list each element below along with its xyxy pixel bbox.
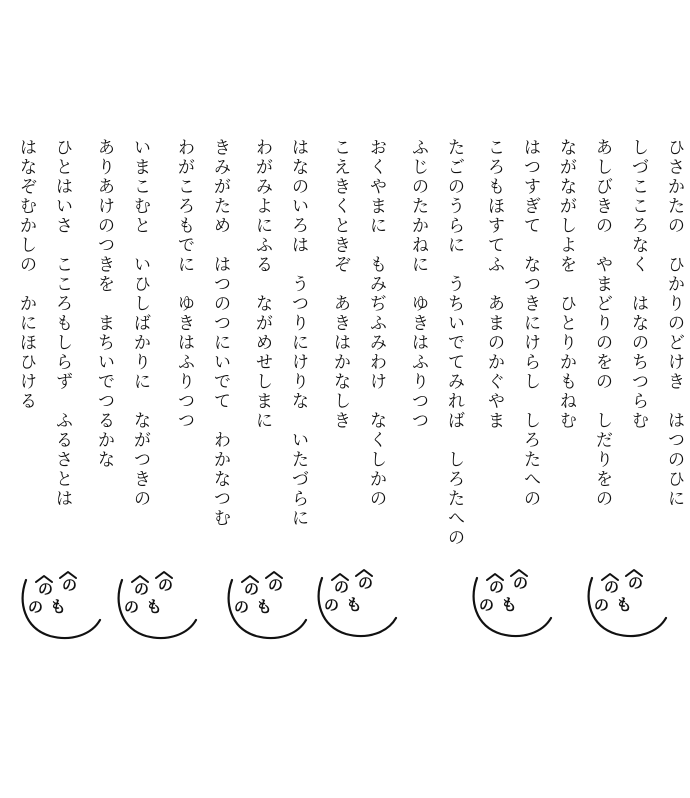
- nonomo-logo: [580, 560, 670, 650]
- smiley-icon: [14, 562, 104, 652]
- nonomo-logo: [14, 562, 104, 652]
- poem-line-15: いまこむと いひしばかりに ながつきの: [131, 138, 151, 509]
- logo-glyph-mouth: も: [501, 595, 518, 614]
- poem-line-13: きみがため はつのつにいでて わかなつむ: [211, 138, 231, 528]
- logo-glyph-cheek: の: [594, 596, 610, 614]
- logo-glyph-cheek: の: [234, 598, 250, 616]
- logo-glyph-mouth: も: [256, 597, 273, 616]
- poem-line-5: はつすぎて なつきにけらし しろたへの: [521, 138, 541, 509]
- logo-glyph-right-eye: の: [513, 574, 529, 592]
- smiley-icon: [580, 560, 670, 650]
- logo-glyph-left-eye: の: [244, 580, 260, 598]
- logo-glyph-mouth: も: [616, 595, 633, 614]
- nonomo-logo: [465, 560, 555, 650]
- logo-glyph-cheek: の: [324, 596, 340, 614]
- logo-glyph-mouth: も: [346, 595, 363, 614]
- smiley-icon: [220, 562, 310, 652]
- smiley-icon: [465, 560, 555, 650]
- logo-glyph-right-eye: の: [628, 574, 644, 592]
- poem-line-3: あしびきの やまどりのをの しだりをの: [593, 138, 613, 509]
- logo-glyph-cheek: の: [479, 596, 495, 614]
- logo-glyph-right-eye: の: [158, 576, 174, 594]
- poem-line-8: ふじのたかねに ゆきはふりつつ: [409, 138, 429, 431]
- logo-glyph-right-eye: の: [268, 576, 284, 594]
- logo-glyph-right-eye: の: [358, 574, 374, 592]
- poem-line-2: しづこころなく はなのちつらむ: [629, 138, 649, 431]
- nonomo-logo: [220, 562, 310, 652]
- logo-glyph-mouth: も: [50, 597, 67, 616]
- logo-glyph-left-eye: の: [134, 580, 150, 598]
- poem-line-9: おくやまに もみぢふみわけ なくしかの: [367, 138, 387, 509]
- poem-line-10: こえきくときぞ あきはかなしき: [331, 138, 351, 431]
- poem-line-17: ひとはいさ こころもしらず ふるさとは: [53, 138, 73, 509]
- logo-glyph-left-eye: の: [489, 578, 505, 596]
- logo-glyph-left-eye: の: [334, 578, 350, 596]
- logo-glyph-left-eye: の: [38, 580, 54, 598]
- logo-glyph-left-eye: の: [604, 578, 620, 596]
- poem-line-7: たごのうらに うちいでてみれば しろたへの: [445, 138, 465, 548]
- poem-line-12: わがみよにふる ながめせしまに: [253, 138, 273, 431]
- poem-line-11: はなのいろは うつりにけりな いたづらに: [289, 138, 309, 528]
- nonomo-logo: [310, 560, 400, 650]
- logo-glyph-cheek: の: [28, 598, 44, 616]
- smiley-icon: [110, 562, 200, 652]
- logo-glyph-cheek: の: [124, 598, 140, 616]
- poem-line-6: ころもほすてふ あまのかぐやま: [485, 138, 505, 431]
- logo-glyph-mouth: も: [146, 597, 163, 616]
- poem-line-16: ありあけのつきを まちいでつるかな: [95, 138, 115, 470]
- logo-glyph-right-eye: の: [62, 576, 78, 594]
- poem-line-1: ひさかたの ひかりのどけき はつのひに: [665, 138, 685, 509]
- nonomo-logo: [110, 562, 200, 652]
- poem-line-4: ながながしよを ひとりかもねむ: [557, 138, 577, 431]
- smiley-icon: [310, 560, 400, 650]
- poem-line-18: はなぞむかしの かにほひける: [17, 138, 37, 411]
- poem-line-14: わがころもでに ゆきはふりつつ: [175, 138, 195, 431]
